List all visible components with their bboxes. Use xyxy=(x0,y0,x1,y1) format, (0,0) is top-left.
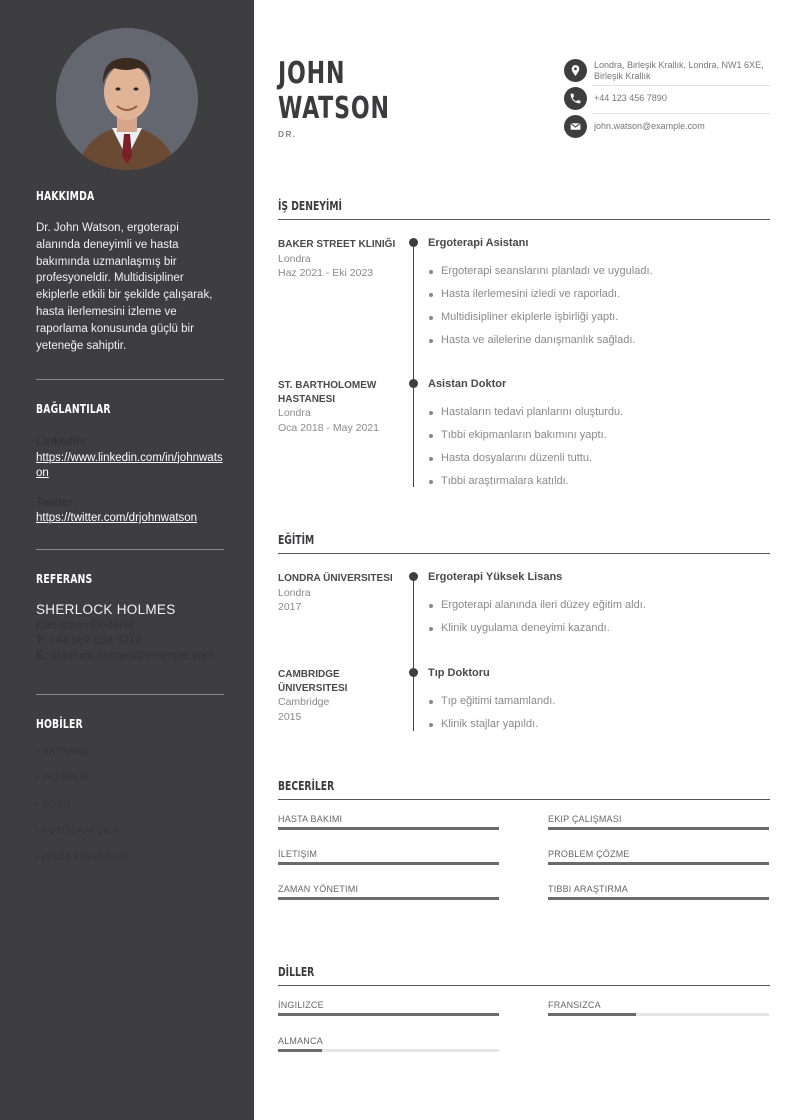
language-label: İNGILIZCE xyxy=(278,1000,324,1010)
list-item: Tıbbi ekipmanların bakımını yaptı. xyxy=(428,424,768,447)
location-pin-icon xyxy=(564,59,587,82)
language-bar xyxy=(548,1013,769,1016)
list-item: Multidisipliner ekiplerle işbirliği yaptı. xyxy=(428,306,768,329)
entry-bullets xyxy=(428,690,768,736)
list-item: Hasta dosyalarını düzenli tuttu. xyxy=(428,447,768,470)
phone-text: +44 123 456 7890 xyxy=(594,93,667,103)
education-heading: EĞİTİM xyxy=(278,532,315,547)
timeline-dot xyxy=(409,668,418,677)
language-item xyxy=(548,1000,769,1016)
reference-email: sherlock.holmes@example.com xyxy=(50,650,214,662)
skill-label: EKIP ÇALIŞMASI xyxy=(548,814,622,824)
address-text: Londra, Birleşik Krallık, Londra, NW1 6XE, Birleşik Krallık xyxy=(594,59,764,81)
entry-dates: 2015 xyxy=(278,710,302,723)
skill-item xyxy=(548,884,769,900)
language-label: ALMANCA xyxy=(278,1036,323,1046)
person-name xyxy=(278,56,390,126)
links-heading: BAĞLANTILAR xyxy=(36,402,111,416)
reference-section xyxy=(36,572,224,662)
language-label: FRANSIZCA xyxy=(548,1000,601,1010)
entry-org-name: BAKER STREET KLINIĞI xyxy=(278,239,396,250)
skill-label: TIBBI ARAŞTIRMA xyxy=(548,884,629,894)
entry-bullets xyxy=(428,401,768,493)
hobbies-heading: HOBİLER xyxy=(36,717,83,731)
sidebar-divider xyxy=(36,379,224,380)
list-item: Ergoterapi seanslarını planladı ve uyguladı. xyxy=(428,260,768,283)
timeline-line xyxy=(413,575,414,669)
email-icon xyxy=(564,115,587,138)
contact-divider xyxy=(592,85,770,86)
entry-org xyxy=(278,379,396,435)
links-section xyxy=(36,402,224,527)
portrait-image xyxy=(56,28,198,170)
reference-role: Danışman Dedektif xyxy=(36,620,134,632)
timeline-line xyxy=(413,671,414,731)
list-item: Klinik uygulama deneyimi kazandı. xyxy=(428,617,768,640)
phone-icon xyxy=(564,87,587,110)
about-section xyxy=(36,189,224,354)
entry-org xyxy=(278,668,396,724)
skill-item xyxy=(278,884,499,900)
profile-photo xyxy=(56,28,198,170)
timeline-line xyxy=(413,382,414,487)
twitter-label: Twitter: xyxy=(36,496,77,509)
hobby-item: • YAZARLIK xyxy=(36,772,90,783)
skill-item xyxy=(278,814,499,830)
entry-role: Tıp Doktoru xyxy=(428,667,490,679)
entry-bullets xyxy=(428,594,768,640)
skill-item xyxy=(548,814,769,830)
contact-address xyxy=(564,59,770,82)
reference-phone: +44 987 654 3210 xyxy=(48,635,142,647)
entry-location: Londra xyxy=(278,407,311,419)
entry-location: Londra xyxy=(278,586,311,599)
email-text[interactable]: john.watson@example.com xyxy=(594,121,705,131)
hobby-item: • DOĞA YÜRÜYÜŞÜ xyxy=(36,851,129,863)
list-item: Hasta ve ailelerine danışmanlık sağladı. xyxy=(428,329,768,352)
language-bar-fill xyxy=(278,1013,499,1016)
entry-org-name: LONDRA ÜNIVERSITESI xyxy=(278,573,393,584)
language-bar-fill xyxy=(278,1049,322,1052)
hobby-item: • KOŞU xyxy=(36,798,71,810)
hobby-item: • SATRANÇ xyxy=(36,745,89,757)
timeline-dot xyxy=(409,572,418,581)
entry-dates: Oca 2018 - May 2021 xyxy=(278,421,379,434)
timeline-dot xyxy=(409,238,418,247)
entry-org-name: CAMBRIDGE ÜNIVERSITESI xyxy=(278,669,348,694)
entry-org xyxy=(278,238,396,281)
skill-bar xyxy=(548,897,769,900)
skill-bar-fill xyxy=(548,862,769,865)
skill-bar xyxy=(548,827,769,830)
entry-bullets xyxy=(428,260,768,352)
entry-location: Cambridge xyxy=(278,696,330,708)
skill-bar xyxy=(278,897,499,900)
list-item: Hasta ilerlemesini izledi ve raporladı. xyxy=(428,283,768,306)
entry-role: Asistan Doktor xyxy=(428,378,507,390)
languages-heading: DİLLER xyxy=(278,964,315,979)
entry-dates: 2017 xyxy=(278,601,302,613)
sidebar-divider xyxy=(36,694,224,695)
entry-role: Ergoterapi Asistanı xyxy=(428,237,529,249)
skill-bar xyxy=(548,862,769,865)
entry-org-name: ST. BARTHOLOMEW HASTANESI xyxy=(278,380,377,405)
twitter-link[interactable]: https://twitter.com/drjohnwatson xyxy=(36,512,198,524)
entry-location: Londra xyxy=(278,252,311,265)
language-bar-fill xyxy=(548,1013,636,1016)
language-item xyxy=(278,1036,499,1052)
list-item: Hastaların tedavi planlarını oluşturdu. xyxy=(428,401,768,424)
skill-item xyxy=(278,849,499,865)
section-divider xyxy=(278,553,770,554)
about-text: Dr. John Watson, ergoterapi alanında deneyimli ve hasta bakımında uzmanlaşmış bir profesyoneldir. Multidisipliner ekiplerle etkili bir şekilde çalışarak, hasta ilerlemesini izleme ve raporlama konusunda güçlü bir yeteneğe sahiptir. xyxy=(36,222,213,352)
person-title: DR. xyxy=(278,129,297,139)
contact-email xyxy=(564,115,770,138)
experience-heading: İŞ DENEYİMİ xyxy=(278,198,342,213)
reference-phone-line xyxy=(36,635,224,647)
entry-org xyxy=(278,572,396,615)
reference-heading: REFERANS xyxy=(36,572,93,586)
about-heading: HAKKIMDA xyxy=(36,189,95,203)
last-name: WATSON xyxy=(278,91,390,126)
entry-dates: Haz 2021 - Eki 2023 xyxy=(278,267,374,279)
linkedin-link[interactable]: https://www.linkedin.com/in/johnwatson xyxy=(36,451,223,479)
hobby-item: • FOTOĞRAFÇILIK xyxy=(36,825,122,836)
skill-bar-fill xyxy=(278,827,499,830)
reference-email-label: E: xyxy=(36,650,48,662)
skill-bar-fill xyxy=(548,897,769,900)
language-item xyxy=(278,1000,499,1016)
list-item: Tıbbi araştırmalara katıldı. xyxy=(428,470,768,493)
entry-role: Ergoterapi Yüksek Lisans xyxy=(428,571,563,583)
skills-heading: BECERİLER xyxy=(278,778,335,793)
sidebar-divider xyxy=(36,549,224,550)
language-bar xyxy=(278,1013,499,1016)
skill-label: İLETIŞIM xyxy=(278,849,318,859)
list-item: Ergoterapi alanında ileri düzey eğitim aldı. xyxy=(428,594,768,617)
reference-phone-label: T: xyxy=(36,635,46,647)
skill-label: PROBLEM ÇÖZME xyxy=(548,849,630,859)
skill-bar-fill xyxy=(278,897,499,900)
twitter-link-block xyxy=(36,496,224,527)
reference-email-line xyxy=(36,650,224,662)
language-bar xyxy=(278,1049,499,1052)
section-divider xyxy=(278,799,770,800)
list-item: Tıp eğitimi tamamlandı. xyxy=(428,690,768,713)
skill-item xyxy=(548,849,769,865)
section-divider xyxy=(278,219,770,220)
reference-name: SHERLOCK HOLMES xyxy=(36,602,176,617)
linkedin-label: LinkedIn: xyxy=(36,436,88,448)
skill-bar-fill xyxy=(548,827,769,830)
timeline-dot xyxy=(409,379,418,388)
section-divider xyxy=(278,985,770,986)
timeline-line xyxy=(413,241,414,381)
skill-bar-fill xyxy=(278,862,499,865)
skill-label: HASTA BAKIMI xyxy=(278,814,343,824)
list-item: Klinik stajlar yapıldı. xyxy=(428,713,768,736)
skill-bar xyxy=(278,827,499,830)
skill-label: ZAMAN YÖNETIMI xyxy=(278,884,359,894)
contact-phone xyxy=(564,87,770,110)
skill-bar xyxy=(278,862,499,865)
hobbies-section xyxy=(36,717,224,864)
first-name: JOHN xyxy=(278,56,346,91)
contact-divider xyxy=(592,113,770,114)
linkedin-link-block xyxy=(36,435,224,482)
